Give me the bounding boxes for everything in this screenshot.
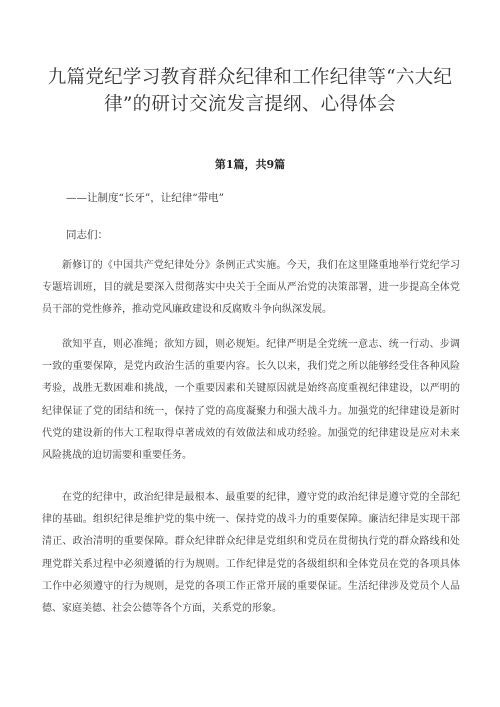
paragraph-1: 新修订的《中国共产党纪律处分》条例正式实施。今天，我们在这里隆重地举行党纪学习专题培训班，目的就是要深入贯彻落实中央关于全面从严治党的决策部署，进一步提高全体党员干部的党性修养，推动党风廉政建设和反腐败斗争向纵深发展。	[42, 260, 460, 316]
page-indicator: 第1篇，共9篇	[214, 158, 286, 171]
salutation: 同志们：	[66, 229, 108, 241]
paragraph-3: 在党的纪律中，政治纪律是最根本、最重要的纪律，遵守党的政治纪律是遵守党的全部纪律的基础。组织纪律是维护党的集中统一、保持党的战斗力的重要保障。廉洁纪律是实现干部清正、政治清明的重要保障。群众纪律群众纪律是党组织和党员在贯彻执行党的群众路线和处理党群关系过程中必须遵循的行为规则。工作纪律是党的各级组织和全体党员在党的各项具体工作中必须遵守的行为规则，是党的各项工作正常开展的重要保证。生活纪律涉及党员个人品德、家庭美德、社会公德等各个方面，关系党的形象。	[42, 492, 460, 615]
document-subtitle: ——让制度“长牙”，让纪律“带电”	[66, 192, 224, 204]
document-title: 九篇党纪学习教育群众纪律和工作纪律等“六大纪律”的研讨交流发言提纲、心得体会	[47, 67, 453, 115]
paragraph-2: 欲知平直，则必准绳；欲知方圆，则必规矩。纪律严明是全党统一意志、统一行动、步调一致的重要保障，是党内政治生活的重要内容。长久以来，我们党之所以能够经受住各种风险考验，战胜无数困难和挑战，一个重要因素和关键原因就是始终高度重视纪律建设，以严明的纪律保证了党的团结和统一，保持了党的高度凝聚力和强大战斗力。加强党的纪律建设是新时代党的建设新的伟大工程取得卓著成效的有效做法和成功经验。加强党的纪律建设是应对未来风险挑战的迫切需要和重要任务。	[42, 339, 460, 462]
